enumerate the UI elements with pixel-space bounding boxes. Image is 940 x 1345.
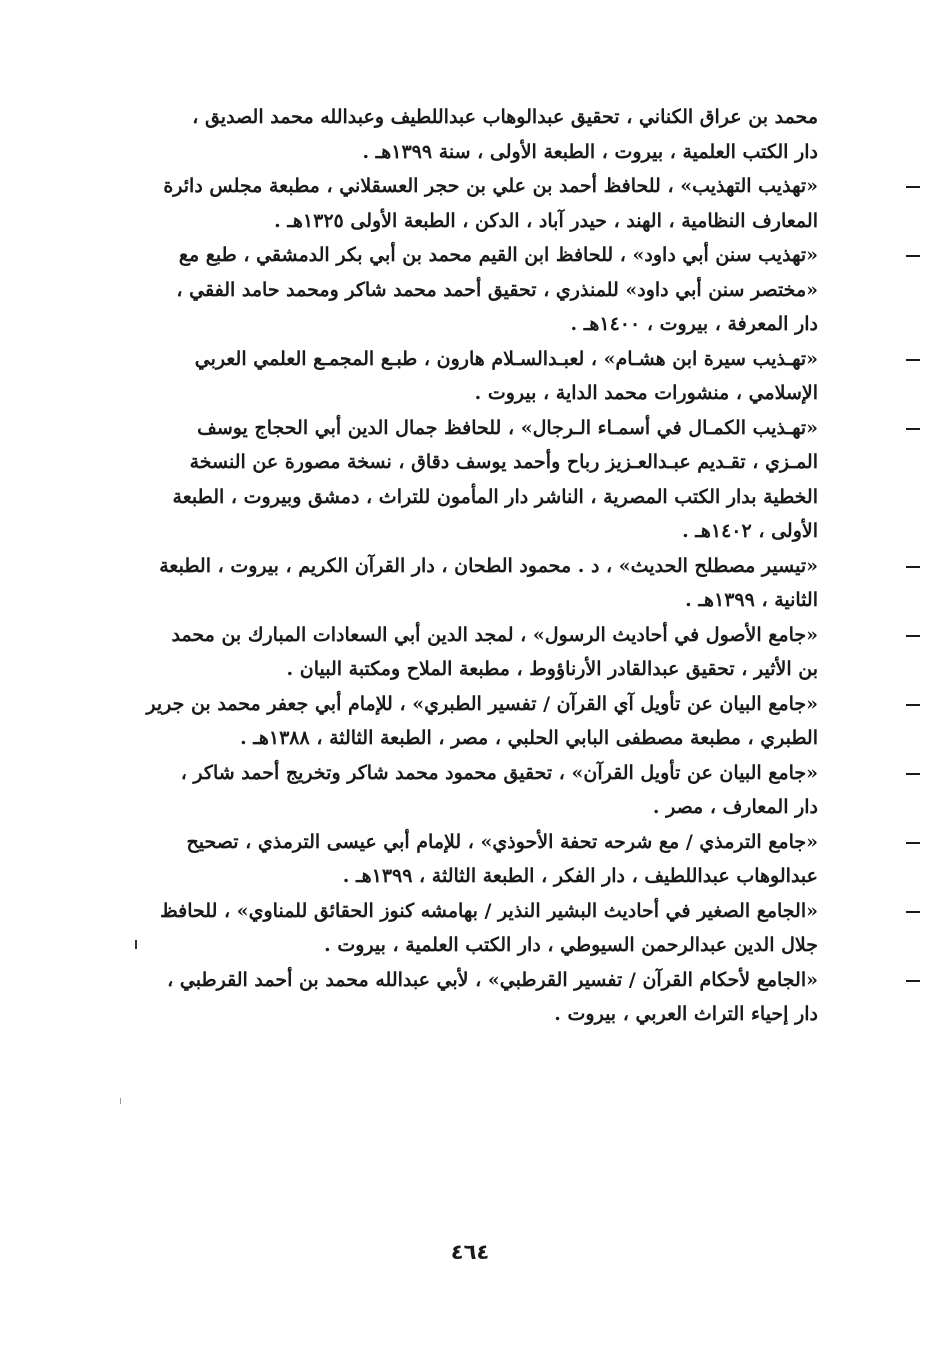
- entry-line: «جامع البيان عن تأويل القرآن» ، تحقيق محمود محمد شاكر وتخريج أحمد شاكر ،: [180, 761, 818, 784]
- entry-line: دار إحياء التراث العربي ، بيروت .: [554, 1003, 818, 1025]
- bibliography-entry: [135, 411, 818, 549]
- scan-speck: [120, 1098, 121, 1104]
- bibliography-entry: [135, 618, 818, 687]
- bibliography-entry: [135, 169, 818, 238]
- entry-line: دار المعارف ، مصر .: [652, 796, 818, 818]
- entry-line: الأولى ، ١٤٠٢هـ .: [682, 520, 818, 542]
- continued-entry: [135, 100, 818, 169]
- dash-bullet: [906, 773, 920, 775]
- scan-speck: [135, 940, 137, 949]
- bibliography-entry: [135, 549, 818, 618]
- entry-line: محمد بن عراق الكناني ، تحقيق عبدالوهاب عبداللطيف وعبدالله محمد الصديق ،: [192, 106, 818, 128]
- entry-line: «تهـذيب سيرة ابن هشـام» ، لعبـدالسـلام هارون ، طبـع المجمـع العلمي العربي: [194, 347, 818, 370]
- entry-line: المـزي ، تقـديم عبـدالعـزيز رباح وأحمد يوسف دقاق ، نسخة مصورة عن النسخة: [189, 451, 818, 473]
- entry-line: «الجامع لأحكام القرآن / تفسير القرطبي» ، لأبي عبدالله محمد بن أحمد القرطبي ،: [167, 968, 818, 991]
- bibliography-entry: [135, 825, 818, 894]
- entry-line: «جامع البيان عن تأويل آي القرآن / تفسير الطبري» ، للإمام أبي جعفر محمد بن جرير: [146, 692, 818, 715]
- entry-line: «تهذيب سنن أبي داود» ، للحافظ ابن القيم محمد بن أبي بكر الدمشقي ، طبع مع: [178, 244, 818, 266]
- dash-bullet: [906, 255, 920, 257]
- entry-line: الطبري ، مطبعة مصطفى البابي الحلبي ، مصر ، الطبعة الثالثة ، ١٣٨٨هـ .: [240, 727, 818, 749]
- entry-line: «تهـذيب الكمـال في أسمـاء الـرجال» ، للحافظ جمال الدين أبي الحجاج يوسف: [197, 416, 818, 439]
- bibliography-entry: [135, 756, 818, 825]
- entry-line: «جامع الترمذي / مع شرحه تحفة الأحوذي» ، للإمام أبي عيسى الترمذي ، تصحيح: [186, 830, 818, 853]
- entry-line: المعارف النظامية ، الهند ، حيدر آباد ، الدكن ، الطبعة الأولى ١٣٢٥هـ .: [274, 209, 818, 232]
- entry-line: دار المعرفة ، بيروت ، ١٤٠٠هـ .: [570, 313, 818, 335]
- entry-line: «تهذيب التهذيب» ، للحافظ أحمد بن علي بن حجر العسقلاني ، مطبعة مجلس دائرة: [163, 175, 818, 197]
- entry-line: جلال الدين عبدالرحمن السيوطي ، دار الكتب العلمية ، بيروت .: [324, 934, 818, 956]
- dash-bullet: [906, 704, 920, 706]
- dash-bullet: [906, 842, 920, 844]
- bibliography-entry: [135, 963, 818, 1032]
- entry-line: عبدالوهاب عبداللطيف ، دار الفكر ، الطبعة الثالثة ، ١٣٩٩هـ .: [342, 865, 818, 887]
- bibliography-entry: [135, 894, 818, 963]
- dash-bullet: [906, 428, 920, 430]
- dash-bullet: [906, 359, 920, 361]
- entry-line: «تيسير مصطلح الحديث» ، د . محمود الطحان ، دار القرآن الكريم ، بيروت ، الطبعة: [159, 554, 818, 577]
- entry-line: بن الأثير ، تحقيق عبدالقادر الأرناؤوط ، مطبعة الملاح ومكتبة البيان .: [286, 658, 818, 680]
- entry-line: «مختصر سنن أبي داود» للمنذري ، تحقيق أحمد محمد شاكر ومحمد حامد الفقي ،: [176, 278, 818, 301]
- entry-line: دار الكتب العلمية ، بيروت ، الطبعة الأولى ، سنة ١٣٩٩هـ .: [362, 140, 818, 163]
- entry-line: الخطية بدار الكتب المصرية ، الناشر دار المأمون للتراث ، دمشق وبيروت ، الطبعة: [172, 485, 818, 508]
- bibliography-list: [135, 100, 840, 1032]
- bibliography-entry: [135, 687, 818, 756]
- entry-line: «جامع الأصول في أحاديث الرسول» ، لمجد الدين أبي السعادات المبارك بن محمد: [171, 623, 818, 646]
- dash-bullet: [906, 911, 920, 913]
- dash-bullet: [906, 980, 920, 982]
- entry-line: الإسلامي ، منشورات محمد الداية ، بيروت .: [474, 382, 818, 404]
- page-number: ٤٦٤: [450, 1240, 490, 1264]
- dash-bullet: [906, 566, 920, 568]
- entry-line: «الجامع الصغير في أحاديث البشير النذير / بهامشه كنوز الحقائق للمناوي» ، للحافظ: [160, 899, 818, 922]
- entry-line: الثانية ، ١٣٩٩هـ .: [685, 589, 818, 611]
- bibliography-entry: [135, 342, 818, 411]
- bibliography-entry: [135, 238, 818, 342]
- dash-bullet: [906, 186, 920, 188]
- dash-bullet: [906, 635, 920, 637]
